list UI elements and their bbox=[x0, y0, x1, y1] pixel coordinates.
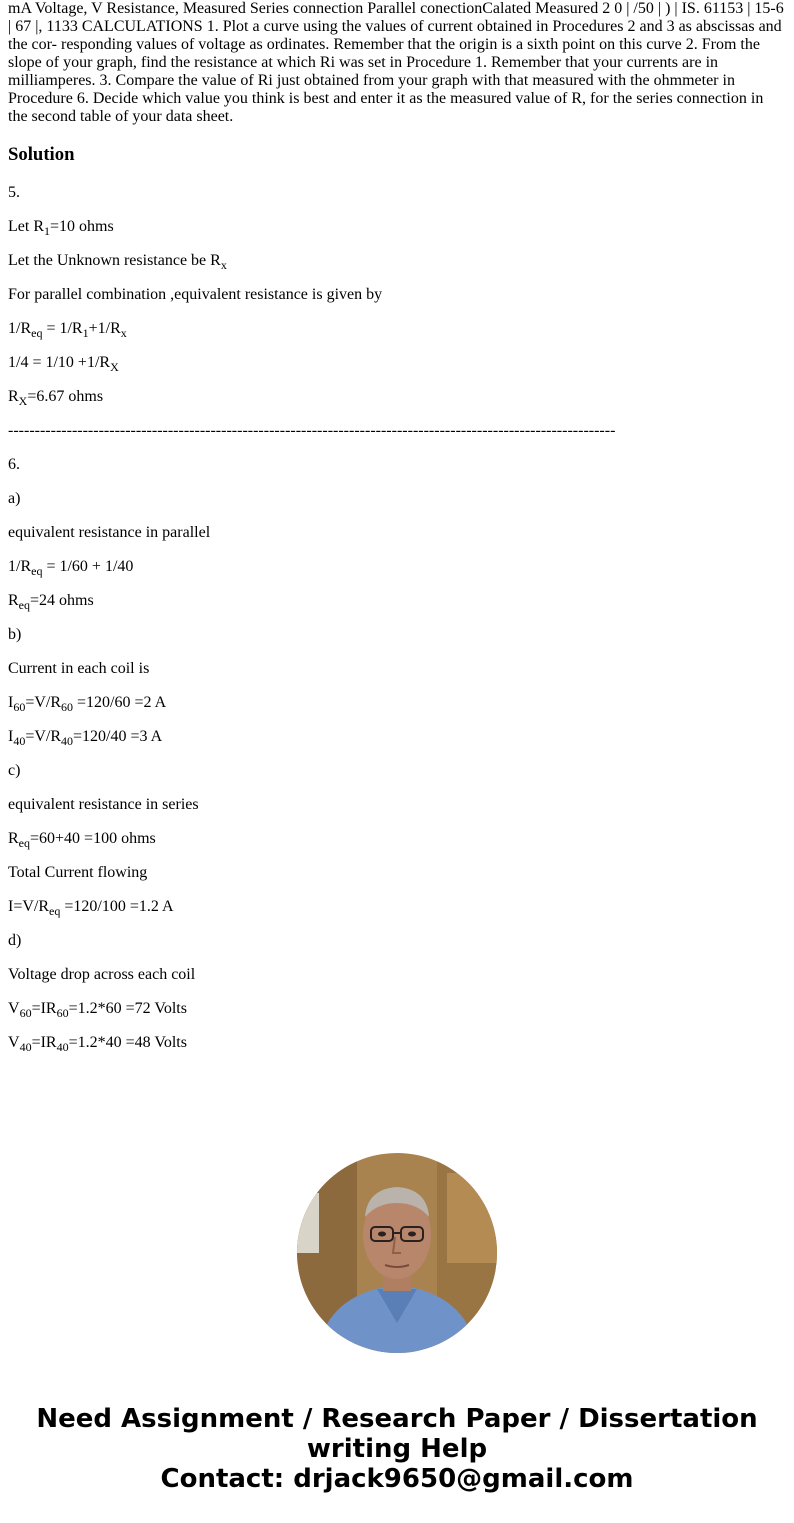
solution-line bbox=[8, 286, 786, 304]
line-text: 5. bbox=[8, 184, 20, 201]
subscript: 40 bbox=[13, 734, 26, 748]
solution-line bbox=[8, 320, 786, 338]
author-photo bbox=[297, 1153, 497, 1353]
promo-contact: Contact: drjack9650@gmail.com bbox=[160, 1464, 634, 1494]
solution-line bbox=[8, 932, 786, 950]
line-text: For parallel combination ,equivalent resistance is given by bbox=[8, 286, 383, 303]
solution-line bbox=[8, 626, 786, 644]
author-avatar bbox=[297, 1153, 497, 1353]
line-text: 1/4 = 1/10 +1/R bbox=[8, 354, 111, 371]
subscript: 40 bbox=[19, 1040, 32, 1054]
subscript: 40 bbox=[56, 1040, 69, 1054]
solution-line bbox=[8, 558, 786, 576]
line-text: 1/R bbox=[8, 558, 32, 575]
solution-line bbox=[8, 388, 786, 406]
subscript: 60 bbox=[13, 700, 26, 714]
line-text: V bbox=[8, 1034, 20, 1051]
line-text: Total Current flowing bbox=[8, 864, 148, 881]
subscript: eq bbox=[49, 904, 61, 918]
subscript: 60 bbox=[56, 1006, 69, 1020]
line-text: c) bbox=[8, 762, 21, 779]
solution-line bbox=[8, 1000, 786, 1018]
subscript: eq bbox=[31, 564, 43, 578]
line-text: =120/100 =1.2 A bbox=[60, 898, 174, 915]
solution-line bbox=[8, 966, 786, 984]
line-text: Let R bbox=[8, 218, 44, 235]
line-text: Current in each coil is bbox=[8, 660, 150, 677]
subscript: X bbox=[110, 360, 119, 374]
line-text: Voltage drop across each coil bbox=[8, 966, 196, 983]
line-text: =6.67 ohms bbox=[27, 388, 104, 405]
subscript: eq bbox=[18, 598, 30, 612]
solution-line bbox=[8, 490, 786, 508]
solution-line bbox=[8, 796, 786, 814]
solution-line bbox=[8, 728, 786, 746]
solution-heading: Solution bbox=[8, 144, 75, 165]
promo-line-1: Need Assignment / Research Paper / Dissertation bbox=[36, 1404, 758, 1434]
line-text: R bbox=[8, 388, 19, 405]
line-text: Let the Unknown resistance be R bbox=[8, 252, 221, 269]
line-text: a) bbox=[8, 490, 21, 507]
intro-paragraph: mA Voltage, V Resistance, Measured Series connection Parallel conectionCalated Measured 2 0 | /50 | ) | IS. 61153 | 15-6 | 67 |, 1133 CALCULATIONS 1. Plot a curve using the values of current obtained in Procedures 2 and 3 as abscissas and the cor- responding values of voltage as ordinates. Remember that the origin is a sixth point on this curve 2. From the slope of your graph, find the resistance at which Ri was set in Procedure 1. Remember that your currents are in milliamperes. 3. Compare the value of Ri just obtained from your graph with that measured with the ohmmeter in Procedure 6. Decide which value you think is best and enter it as the measured value of R, for the series connection in the second table of your data sheet. bbox=[8, 0, 784, 125]
line-text: =V/R bbox=[25, 728, 62, 745]
line-text: =60+40 =100 ohms bbox=[30, 830, 156, 847]
line-text: I=V/R bbox=[8, 898, 50, 915]
line-text: equivalent resistance in series bbox=[8, 796, 199, 813]
line-text: 1/R bbox=[8, 320, 32, 337]
solution-line bbox=[8, 762, 786, 780]
line-text: =120/40 =3 A bbox=[73, 728, 163, 745]
subscript: 60 bbox=[61, 700, 74, 714]
line-text: =24 ohms bbox=[30, 592, 94, 609]
line-text: b) bbox=[8, 626, 22, 643]
line-text: ------------------------------------------------------------------------------------------------------------------ bbox=[8, 422, 616, 439]
solution-line bbox=[8, 252, 786, 270]
line-text: =1.2*60 =72 Volts bbox=[68, 1000, 187, 1017]
line-text: R bbox=[8, 592, 19, 609]
line-text: = 1/60 + 1/40 bbox=[42, 558, 134, 575]
solution-line bbox=[8, 1034, 786, 1052]
solution-line bbox=[8, 864, 786, 882]
line-text: V bbox=[8, 1000, 20, 1017]
subscript: X bbox=[18, 394, 28, 408]
subscript: x bbox=[120, 326, 127, 340]
line-text: =V/R bbox=[25, 694, 62, 711]
line-text: =IR bbox=[31, 1000, 57, 1017]
promo-banner bbox=[0, 1404, 794, 1494]
subscript: 1 bbox=[82, 326, 89, 340]
solution-line bbox=[8, 830, 786, 848]
subscript: 40 bbox=[61, 734, 74, 748]
line-text: d) bbox=[8, 932, 22, 949]
subscript: 1 bbox=[44, 224, 50, 238]
line-text: = 1/R bbox=[42, 320, 83, 337]
line-text: I bbox=[8, 694, 14, 711]
subscript: eq bbox=[31, 326, 43, 340]
line-text: =120/60 =2 A bbox=[73, 694, 167, 711]
line-text: R bbox=[8, 830, 19, 847]
solution-line bbox=[8, 524, 786, 542]
solution-line bbox=[8, 694, 786, 712]
solution-line bbox=[8, 456, 786, 474]
solution-line bbox=[8, 218, 786, 236]
subscript: x bbox=[220, 258, 227, 272]
line-text: I bbox=[8, 728, 14, 745]
line-text: =1.2*40 =48 Volts bbox=[68, 1034, 187, 1051]
solution-line bbox=[8, 660, 786, 678]
solution-lines bbox=[8, 184, 786, 1052]
solution-line bbox=[8, 898, 786, 916]
line-text: equivalent resistance in parallel bbox=[8, 524, 211, 541]
solution-line bbox=[8, 592, 786, 610]
promo-line-2: writing Help bbox=[306, 1434, 488, 1464]
line-text: =10 ohms bbox=[50, 218, 114, 235]
solution-line bbox=[8, 184, 786, 202]
solution-line bbox=[8, 354, 786, 372]
solution-line bbox=[8, 422, 786, 440]
line-text: +1/R bbox=[88, 320, 121, 337]
line-text: 6. bbox=[8, 456, 20, 473]
subscript: eq bbox=[18, 836, 30, 850]
line-text: =IR bbox=[31, 1034, 57, 1051]
subscript: 60 bbox=[19, 1006, 32, 1020]
